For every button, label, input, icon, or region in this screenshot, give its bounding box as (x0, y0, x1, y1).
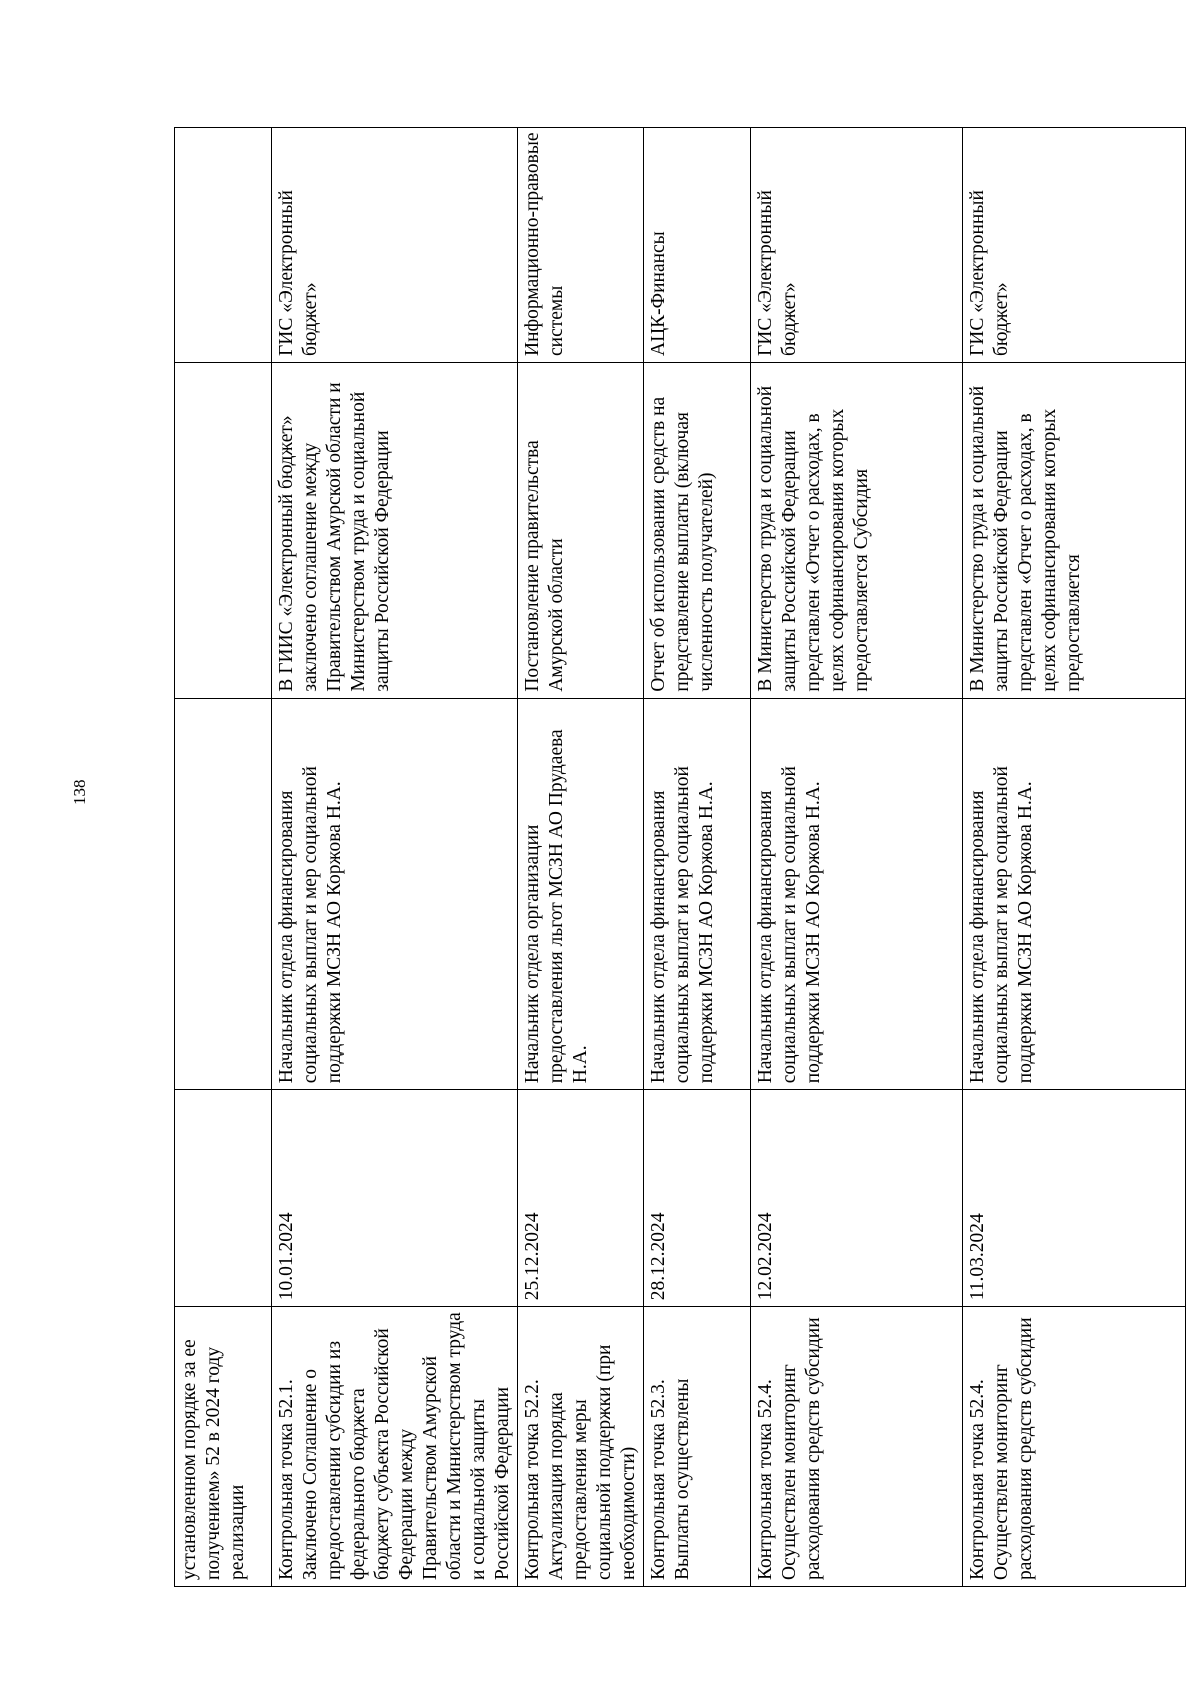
cell-responsible (175, 698, 272, 1090)
cell-responsible: Начальник отдела финансирования социальных выплат и мер социальной поддержки МСЗН АО Коржова Н.А. (272, 698, 518, 1090)
cell-document: В ГИИС «Электронный бюджет» заключено соглашение между Правительством Амурской области и Министерством труда и социальной защиты Российской Федерации (272, 363, 518, 699)
cell-document: В Министерство труда и социальной защиты Российской Федерации представлен «Отчет о расходах, в целях софинансирования которых предоставляется (963, 363, 1186, 699)
cell-name: Контрольная точка 52.4. Осуществлен мониторинг расходования средств субсидии (963, 1307, 1186, 1587)
table-row (272, 128, 518, 1587)
table-row (518, 128, 644, 1587)
cell-document (175, 363, 272, 699)
cell-system: ГИС «Электронный бюджет» (272, 128, 518, 363)
cell-system (175, 128, 272, 363)
cell-system: ГИС «Электронный бюджет» (963, 128, 1186, 363)
table-row (751, 128, 963, 1587)
page-number: 138 (70, 779, 89, 805)
cell-name: Контрольная точка 52.3. Выплаты осуществлены (644, 1307, 751, 1587)
cell-date: 28.12.2024 (644, 1090, 751, 1307)
cell-date: 25.12.2024 (518, 1090, 644, 1307)
cell-date: 12.02.2024 (751, 1090, 963, 1307)
cell-date: 11.03.2024 (963, 1090, 1186, 1307)
table-row (175, 128, 272, 1587)
cell-responsible: Начальник отдела организации предоставления льгот МСЗН АО Прудаева Н.А. (518, 698, 644, 1090)
cell-document: Постановление правительства Амурской области (518, 363, 644, 699)
cell-name: установленном порядке за ее получением» 52 в 2024 году реализации (175, 1307, 272, 1587)
cell-name: Контрольная точка 52.1. Заключено Соглашение о предоставлении субсидии из федерального бюджета бюджету субъекта Российской Федерации между Правительством Амурской области и Министерством труда и социальной защиты Российской Федерации (272, 1307, 518, 1587)
cell-responsible: Начальник отдела финансирования социальных выплат и мер социальной поддержки МСЗН АО Коржова Н.А. (644, 698, 751, 1090)
control-points-table (174, 127, 1186, 1587)
cell-responsible: Начальник отдела финансирования социальных выплат и мер социальной поддержки МСЗН АО Коржова Н.А. (963, 698, 1186, 1090)
cell-name: Контрольная точка 52.4. Осуществлен мониторинг расходования средств субсидии (751, 1307, 963, 1587)
cell-system: ГИС «Электронный бюджет» (751, 128, 963, 363)
cell-system: АЦК-Финансы (644, 128, 751, 363)
cell-document: В Министерство труда и социальной защиты Российской Федерации представлен «Отчет о расходах, в целях софинансирования которых предоставляется Субсидия (751, 363, 963, 699)
cell-system: Информационно-правовые системы (518, 128, 644, 363)
cell-name: Контрольная точка 52.2. Актуализация порядка предоставления меры социальной поддержки (при необходимости) (518, 1307, 644, 1587)
table-container (174, 127, 1127, 1587)
table-row (644, 128, 751, 1587)
table-row (963, 128, 1186, 1587)
cell-date (175, 1090, 272, 1307)
cell-date: 10.01.2024 (272, 1090, 518, 1307)
cell-responsible: Начальник отдела финансирования социальных выплат и мер социальной поддержки МСЗН АО Коржова Н.А. (751, 698, 963, 1090)
cell-document: Отчет об использовании средств на представление выплаты (включая численность получателей) (644, 363, 751, 699)
